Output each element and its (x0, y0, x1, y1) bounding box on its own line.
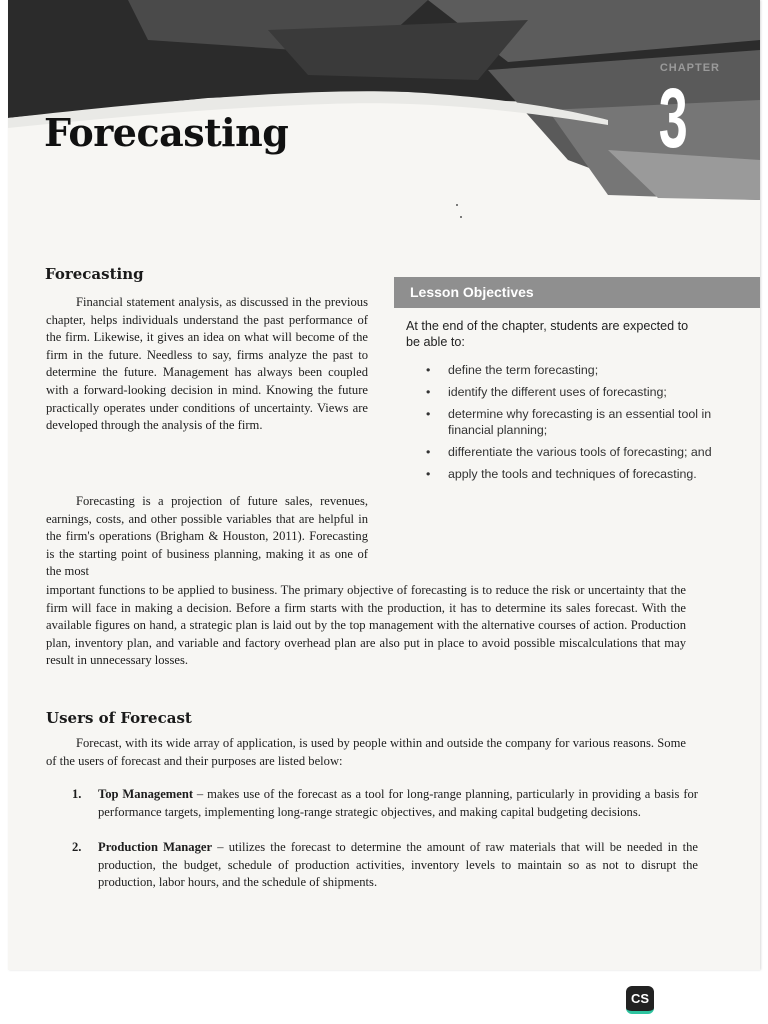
user-description: – utilizes the forecast to determine the amount of raw materials that will be needed in the production, the budget, schedule of production activities, inventory levels to maintain so as not to disrupt the production, labor hours, and the schedule of shipments. (98, 840, 699, 890)
section-heading-users-of-forecast: Users of Forecast (46, 709, 192, 727)
paragraph-users-intro: Forecast, with its wide array of application, is used by people within and outside the company for various reasons. Some of the users of forecast and their purposes are listed below: (46, 736, 686, 768)
list-number: 1. (72, 787, 82, 801)
objective-item: • apply the tools and techniques of forecasting. (426, 467, 697, 481)
user-term: Top Management (98, 787, 194, 801)
chapter-label: CHAPTER (659, 62, 720, 74)
page-title: Forecasting (44, 110, 289, 155)
list-number: 2. (72, 840, 82, 855)
users-of-forecast-list (58, 786, 698, 910)
lesson-objectives-list (394, 362, 726, 482)
bullet-icon: • (426, 407, 431, 421)
objective-item: • determine why forecasting is an essential tool in financial planning; (426, 407, 712, 437)
camscanner-logo-icon[interactable]: CS (626, 986, 654, 1014)
lesson-objectives-intro: At the end of the chapter, students are expected to be able to: (406, 319, 689, 349)
bullet-icon: • (426, 385, 431, 399)
objective-item: • identify the different uses of forecasting; (426, 385, 667, 399)
user-description: – makes use of the forecast as a tool for long-range planning, particularly in providing a basis for performance targets, implementing long-range strategic objectives, and making capital budgeting decisions. (98, 787, 699, 819)
objective-item: • define the term forecasting; (426, 363, 599, 377)
bullet-icon: • (426, 467, 431, 481)
bullet-icon: • (426, 445, 431, 459)
section-heading-forecasting: Forecasting (45, 265, 144, 283)
paragraph-definition-continued: important functions to be applied to business. The primary objective of forecasting is to reduce the risk or uncertainty that the firm will face in making a decision. Before a firm starts with the production, it has to determine its sales forecast. With the available figures on hand, a strategic plan is laid out by the top management with the alternative courses of action. Production plan, inventory plan, and variable and factory overhead plan are also put in place to avoid possible miscalculations that may result in unnecessary losses. (46, 583, 686, 668)
paragraph-definition: Forecasting is a projection of future sales, revenues, earnings, costs, and other possible variables that are helpful in the firm's operations (Brigham & Houston, 2011). Forecasting is the starting point of business planning, making it as one of the most (46, 494, 368, 579)
paragraph-intro: Financial statement analysis, as discussed in the previous chapter, helps individuals understand the past performance of the firm. Likewise, it gives an idea on what will become of the firm in the future. Needless to say, firms analyze the past to determine the future. Management has always been coupled with a forward-looking decision in mind. Knowing the future practically operates under conditions of uncertainty. Views are developed through the analysis of the firm. (46, 295, 368, 433)
bullet-icon: • (426, 363, 431, 377)
user-term: Production Manager (98, 840, 213, 855)
book-page (8, 0, 760, 970)
lesson-objectives-box (394, 277, 760, 488)
lesson-objectives-header: Lesson Objectives (394, 277, 760, 308)
speck (460, 216, 462, 218)
chapter-banner (8, 0, 760, 200)
list-item (58, 839, 698, 892)
list-item (58, 786, 698, 821)
objective-item: • differentiate the various tools of forecasting; and (426, 445, 712, 459)
speck (456, 204, 458, 206)
chapter-number: 3 (659, 71, 688, 165)
